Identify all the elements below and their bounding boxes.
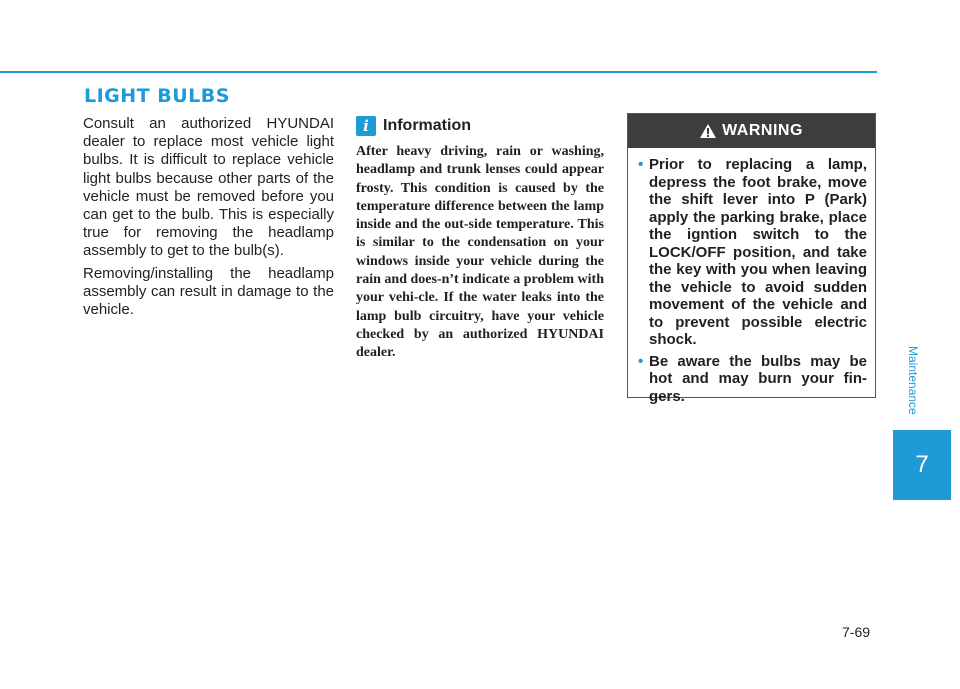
intro-paragraph: Consult an authorized HYUNDAI dealer to replace most vehicle light bulbs. It is difficult to replace vehicle light bulbs because other parts of the vehicle must be removed before you can get to the bulb. This is especially true for removing the headlamp assembly to get to the bulb(s). [83, 115, 334, 260]
warning-item [638, 353, 867, 406]
info-icon: i [356, 116, 376, 136]
warning-header [628, 114, 875, 148]
section-title: LIGHT BULBS [84, 85, 230, 107]
intro-paragraph: Removing/installing the headlamp assembly can result in damage to the vehicle. [83, 264, 334, 319]
information-body: After heavy driving, rain or washing, headlamp and trunk lenses could appear frosty. This condition is caused by the temperature difference between the lamp inside and the out-side temperature. This is similar to the condensation on your windows inside your vehicle during the rain and does-n’t indicate a problem with your vehi-cle. If the water leaks into the lamp bulb circuitry, have your vehicle checked by an authorized HYUNDAI dealer. [356, 144, 604, 361]
warning-box [627, 113, 876, 405]
section-side-label: Maintenance [906, 345, 920, 415]
warning-list [628, 148, 875, 405]
warning-item-text: Be aware the bulbs may be hot and may burn your fin-gers. [649, 352, 867, 405]
bullet-icon: • [638, 352, 644, 370]
warning-triangle-icon [700, 124, 716, 138]
warning-item-text: Prior to replacing a lamp, depress the foot brake, move the shift lever into P (Park) apply the parking brake, place the igntion switch to the LOCK/OFF position, and take the key with you when leaving the vehicle to avoid sudden movement of the vehicle and to prevent possible electric shock. [649, 156, 867, 348]
page-number: 7-69 [842, 624, 871, 640]
information-header [356, 115, 471, 137]
header-rule [0, 71, 877, 73]
bullet-icon: • [638, 156, 644, 173]
warning-title: WARNING [722, 122, 803, 139]
intro-column [83, 115, 334, 323]
warning-item [638, 156, 867, 349]
information-title: Information [383, 117, 471, 134]
chapter-tab: 7 [893, 430, 951, 500]
